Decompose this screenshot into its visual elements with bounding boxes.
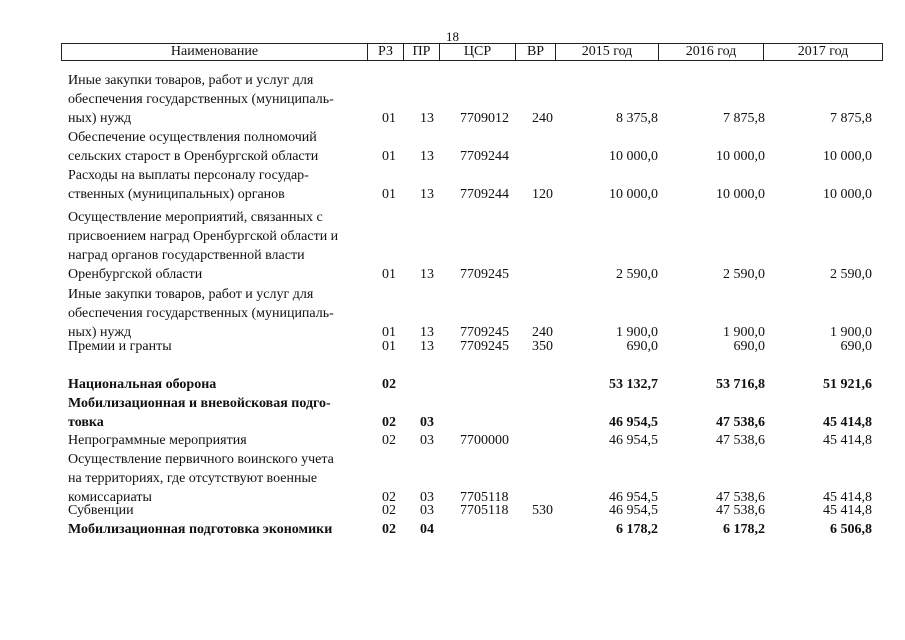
- row-2016: 47 538,6: [716, 490, 765, 505]
- row-csr: 7705118: [460, 503, 509, 518]
- row-pr: 04: [420, 522, 434, 537]
- row-name: Национальная оборона: [68, 377, 217, 392]
- row-2017: 10 000,0: [823, 149, 872, 164]
- row-2015: 1 900,0: [616, 325, 658, 340]
- row-vr: 530: [532, 503, 553, 518]
- row-2017: 10 000,0: [823, 187, 872, 202]
- row-2016: 47 538,6: [716, 503, 765, 518]
- row-name: Иные закупки товаров, работ и услуг для обеспечения государственных (муниципаль- ных) нужд: [68, 287, 334, 340]
- table-row: [0, 71, 905, 128]
- row-vr: 350: [532, 339, 553, 354]
- row-2017: 51 921,6: [823, 377, 872, 392]
- row-pr: 13: [420, 339, 434, 354]
- header-2015: 2015 год: [556, 44, 659, 60]
- row-csr: 7709245: [460, 267, 509, 282]
- table-row: [0, 285, 905, 342]
- table-row: [0, 431, 905, 450]
- row-rz: 01: [382, 187, 396, 202]
- table-row: [0, 166, 905, 204]
- row-rz: 02: [382, 490, 396, 505]
- row-2017: 45 414,8: [823, 415, 872, 430]
- table-row: [0, 501, 905, 520]
- row-2016: 53 716,8: [716, 377, 765, 392]
- row-name: Мобилизационная и вневойсковая подго- товка: [68, 396, 331, 430]
- row-2015: 46 954,5: [609, 415, 658, 430]
- row-2016: 47 538,6: [716, 433, 765, 448]
- header-csr: ЦСР: [440, 44, 516, 60]
- row-rz: 02: [382, 433, 396, 448]
- row-csr: 7709245: [460, 325, 509, 340]
- table-row: [0, 450, 905, 507]
- page-number: 18: [446, 29, 459, 44]
- row-2016: 2 590,0: [723, 267, 765, 282]
- row-rz: 02: [382, 503, 396, 518]
- row-2015: 10 000,0: [609, 149, 658, 164]
- row-2017: 7 875,8: [830, 111, 872, 126]
- row-2017: 2 590,0: [830, 267, 872, 282]
- row-2015: 2 590,0: [616, 267, 658, 282]
- row-2016: 1 900,0: [723, 325, 765, 340]
- row-name: Осуществление мероприятий, связанных с присвоением наград Оренбургской области и наград органов государственной власти Оренбургской области: [68, 210, 339, 282]
- row-2017: 45 414,8: [823, 503, 872, 518]
- row-vr: 240: [532, 111, 553, 126]
- row-rz: 02: [382, 415, 396, 430]
- row-2017: 45 414,8: [823, 490, 872, 505]
- row-pr: 03: [420, 490, 434, 505]
- header-2016: 2016 год: [659, 44, 764, 60]
- row-name: Мобилизационная подготовка экономики: [68, 522, 333, 537]
- row-2015: 10 000,0: [609, 187, 658, 202]
- row-pr: 13: [420, 267, 434, 282]
- row-csr: 7709012: [460, 111, 509, 126]
- row-2015: 53 132,7: [609, 377, 658, 392]
- table-row: [0, 337, 905, 356]
- row-rz: 01: [382, 267, 396, 282]
- row-name: Субвенции: [68, 503, 134, 518]
- row-2017: 690,0: [840, 339, 872, 354]
- row-pr: 03: [420, 415, 434, 430]
- row-rz: 01: [382, 339, 396, 354]
- header-rz: РЗ: [368, 44, 404, 60]
- row-name: Расходы на выплаты персоналу государ- ственных (муниципальных) органов: [68, 168, 309, 202]
- row-2016: 47 538,6: [716, 415, 765, 430]
- row-pr: 03: [420, 433, 434, 448]
- header-name: Наименование: [62, 44, 368, 60]
- row-vr: 240: [532, 325, 553, 340]
- row-vr: 120: [532, 187, 553, 202]
- row-pr: 13: [420, 149, 434, 164]
- table-header: [61, 43, 883, 61]
- row-2016: 6 178,2: [723, 522, 765, 537]
- row-2016: 10 000,0: [716, 187, 765, 202]
- row-name: Непрограммные мероприятия: [68, 433, 247, 448]
- row-2015: 6 178,2: [616, 522, 658, 537]
- row-2015: 46 954,5: [609, 503, 658, 518]
- row-pr: 03: [420, 503, 434, 518]
- row-rz: 01: [382, 111, 396, 126]
- row-pr: 13: [420, 325, 434, 340]
- row-csr: 7700000: [460, 433, 509, 448]
- row-name: Обеспечение осуществления полномочий сельских старост в Оренбургской области: [68, 130, 319, 164]
- row-name: Осуществление первичного воинского учета на территориях, где отсутствуют военные комиссариаты: [68, 452, 334, 505]
- header-pr: ПР: [404, 44, 440, 60]
- row-rz: 02: [382, 522, 396, 537]
- row-pr: 13: [420, 187, 434, 202]
- header-2017: 2017 год: [797, 44, 849, 59]
- row-csr: 7709244: [460, 149, 509, 164]
- row-2016: 7 875,8: [723, 111, 765, 126]
- row-2015: 8 375,8: [616, 111, 658, 126]
- table-row: [0, 394, 905, 432]
- row-2015: 46 954,5: [609, 433, 658, 448]
- table-row: [0, 375, 905, 394]
- row-rz: 01: [382, 325, 396, 340]
- header-vr: ВР: [516, 44, 556, 60]
- row-2016: 10 000,0: [716, 149, 765, 164]
- table-row: [0, 128, 905, 166]
- table-row: [0, 520, 905, 539]
- row-rz: 01: [382, 149, 396, 164]
- row-name: Иные закупки товаров, работ и услуг для обеспечения государственных (муниципаль- ных) нужд: [68, 73, 334, 126]
- row-2015: 690,0: [626, 339, 658, 354]
- row-csr: 7709244: [460, 187, 509, 202]
- row-rz: 02: [382, 377, 396, 392]
- row-2017: 1 900,0: [830, 325, 872, 340]
- row-2015: 46 954,5: [609, 490, 658, 505]
- row-name: Премии и гранты: [68, 339, 172, 354]
- row-pr: 13: [420, 111, 434, 126]
- row-2017: 45 414,8: [823, 433, 872, 448]
- row-csr: 7709245: [460, 339, 509, 354]
- row-2016: 690,0: [733, 339, 765, 354]
- row-2017: 6 506,8: [830, 522, 872, 537]
- row-csr: 7705118: [460, 490, 509, 505]
- table-row: [0, 208, 905, 284]
